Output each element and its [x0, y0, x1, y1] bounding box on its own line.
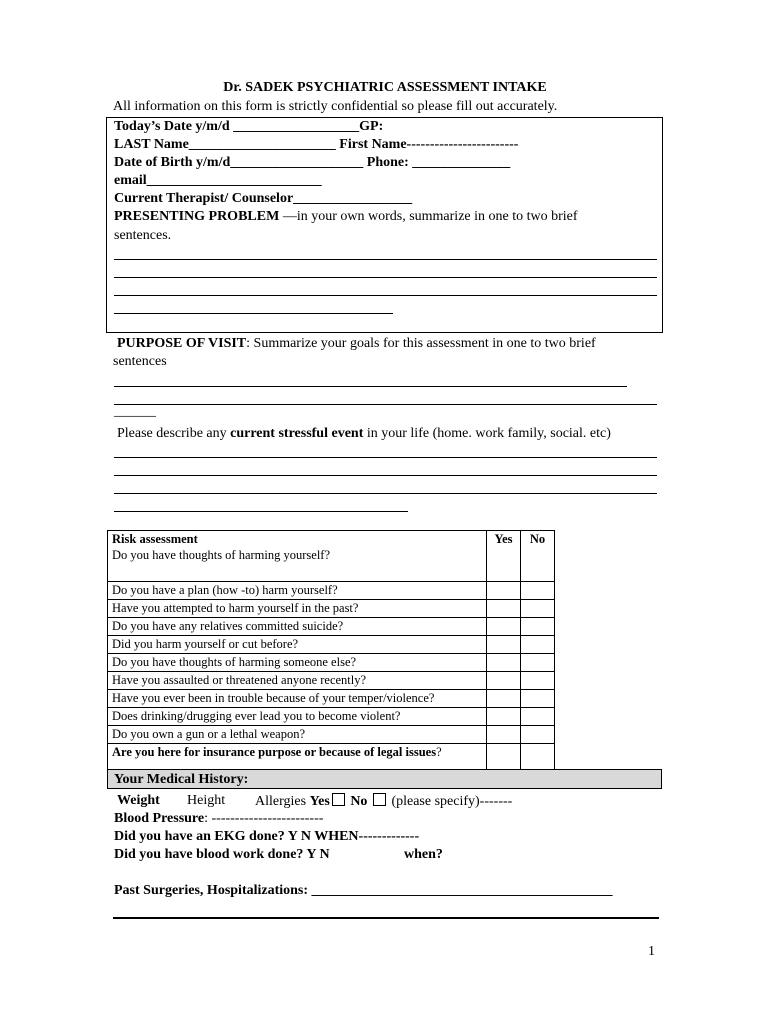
risk-yes-cell[interactable]	[487, 672, 521, 690]
blood-work-when: when?	[404, 847, 443, 862]
stress-answer-line[interactable]	[114, 457, 657, 458]
risk-q11-tail: ?	[436, 745, 442, 759]
table-row	[108, 600, 555, 618]
risk-yes-cell[interactable]	[487, 600, 521, 618]
risk-no-cell[interactable]	[521, 672, 555, 690]
past-surgeries-field[interactable]: Past Surgeries, Hospitalizations: ___________________________________________	[114, 883, 613, 898]
purpose-answer-tail[interactable]: ______	[114, 404, 156, 419]
risk-q8: Have you ever been in trouble because of your temper/violence?	[108, 690, 487, 708]
risk-q1-cell	[108, 531, 487, 582]
purpose-label: PURPOSE OF VISIT	[117, 336, 247, 351]
footer-divider	[113, 917, 659, 919]
therapist-field[interactable]: Current Therapist/ Counselor_________________	[114, 191, 413, 206]
risk-q3: Have you attempted to harm yourself in the past?	[108, 600, 487, 618]
presenting-answer-line[interactable]	[114, 313, 393, 314]
risk-no-header: No	[521, 531, 555, 582]
risk-no-cell[interactable]	[521, 654, 555, 672]
confidential-notice: All information on this form is strictly confidential so please fill out accurately.	[113, 99, 558, 114]
blood-work-question[interactable]: Did you have blood work done? Y N	[114, 847, 330, 862]
risk-q2: Do you have a plan (how -to) harm yourself?	[108, 582, 487, 600]
allergies-yes-checkbox[interactable]	[332, 793, 345, 806]
risk-no-cell[interactable]	[521, 708, 555, 726]
dob-phone-field[interactable]: Date of Birth y/m/d___________________ Phone: ______________	[114, 155, 511, 170]
presenting-problem-label: PRESENTING PROBLEM	[114, 209, 280, 224]
presenting-problem-text: —in your own words, summarize in one to two brief	[279, 209, 578, 224]
allergies-specify: (please specify)-------	[391, 794, 513, 809]
presenting-answer-line[interactable]	[114, 295, 657, 296]
presenting-problem-text-2: sentences.	[114, 228, 172, 243]
stress-answer-line[interactable]	[114, 475, 657, 476]
stress-answer-line[interactable]	[114, 493, 657, 494]
presenting-answer-line[interactable]	[114, 277, 657, 278]
risk-yes-cell[interactable]	[487, 708, 521, 726]
height-label: Height	[187, 793, 226, 808]
allergies-no-label: No	[350, 794, 368, 809]
blood-pressure-row[interactable]	[114, 811, 323, 827]
form-title: Dr. SADEK PSYCHIATRIC ASSESSMENT INTAKE	[223, 80, 547, 95]
stress-answer-line[interactable]	[114, 511, 408, 512]
risk-no-cell[interactable]	[521, 636, 555, 654]
email-field[interactable]: email_________________________	[114, 173, 322, 188]
name-field[interactable]: LAST Name_____________________ First Name------------------------	[114, 137, 519, 152]
purpose-answer-line[interactable]	[114, 386, 627, 387]
ekg-question[interactable]: Did you have an EKG done? Y N WHEN-------------	[114, 829, 420, 844]
stress-prompt-post: in your life (home. work family, social. etc)	[363, 426, 611, 441]
blood-pressure-value: : ------------------------	[204, 811, 324, 826]
purpose-text: : Summarize your goals for this assessment in one to two brief	[246, 336, 596, 351]
risk-yes-cell[interactable]	[487, 726, 521, 744]
risk-assessment-table	[107, 530, 555, 775]
table-row	[108, 618, 555, 636]
purpose-answer-line[interactable]	[114, 404, 657, 405]
table-row	[108, 582, 555, 600]
allergies-row	[255, 793, 512, 810]
table-row	[108, 690, 555, 708]
risk-no-cell[interactable]	[521, 618, 555, 636]
stress-prompt-pre: Please describe any	[117, 426, 231, 441]
risk-header: Risk assessment	[112, 532, 198, 546]
stress-prompt	[117, 426, 611, 442]
stress-prompt-bold: current stressful event	[230, 426, 364, 441]
risk-q10: Do you own a gun or a lethal weapon?	[108, 726, 487, 744]
purpose-prompt	[117, 336, 596, 352]
risk-q7: Have you assaulted or threatened anyone recently?	[108, 672, 487, 690]
risk-no-cell[interactable]	[521, 582, 555, 600]
presenting-answer-line[interactable]	[114, 259, 657, 260]
risk-q5: Did you harm yourself or cut before?	[108, 636, 487, 654]
medical-history-header: Your Medical History:	[107, 769, 662, 789]
presenting-problem-prompt	[114, 209, 578, 225]
table-row	[108, 672, 555, 690]
weight-label: Weight	[117, 793, 160, 808]
risk-no-cell[interactable]	[521, 690, 555, 708]
table-row	[108, 636, 555, 654]
risk-yes-cell[interactable]	[487, 636, 521, 654]
risk-q6: Do you have thoughts of harming someone else?	[108, 654, 487, 672]
todays-date-field[interactable]: Today’s Date y/m/d __________________GP:	[114, 119, 384, 134]
risk-yes-cell[interactable]	[487, 582, 521, 600]
risk-yes-cell[interactable]	[487, 654, 521, 672]
risk-yes-cell[interactable]	[487, 618, 521, 636]
allergies-no-checkbox[interactable]	[373, 793, 386, 806]
allergies-yes-label: Yes	[309, 794, 330, 809]
risk-yes-header: Yes	[487, 531, 521, 582]
table-row	[108, 726, 555, 744]
allergies-label: Allergies	[255, 794, 307, 809]
table-row	[108, 531, 555, 582]
blood-pressure-label: Blood Pressure	[114, 811, 205, 826]
risk-q9: Does drinking/drugging ever lead you to become violent?	[108, 708, 487, 726]
table-row	[108, 708, 555, 726]
page-number: 1	[648, 944, 655, 959]
risk-q11-bold: Are you here for insurance purpose or because of legal issues	[112, 745, 437, 759]
risk-no-cell[interactable]	[521, 600, 555, 618]
risk-q1: Do you have thoughts of harming yourself?	[112, 548, 331, 562]
risk-yes-cell[interactable]	[487, 690, 521, 708]
risk-no-cell[interactable]	[521, 726, 555, 744]
table-row	[108, 654, 555, 672]
purpose-text-2: sentences	[113, 354, 167, 369]
risk-q4: Do you have any relatives committed suicide?	[108, 618, 487, 636]
